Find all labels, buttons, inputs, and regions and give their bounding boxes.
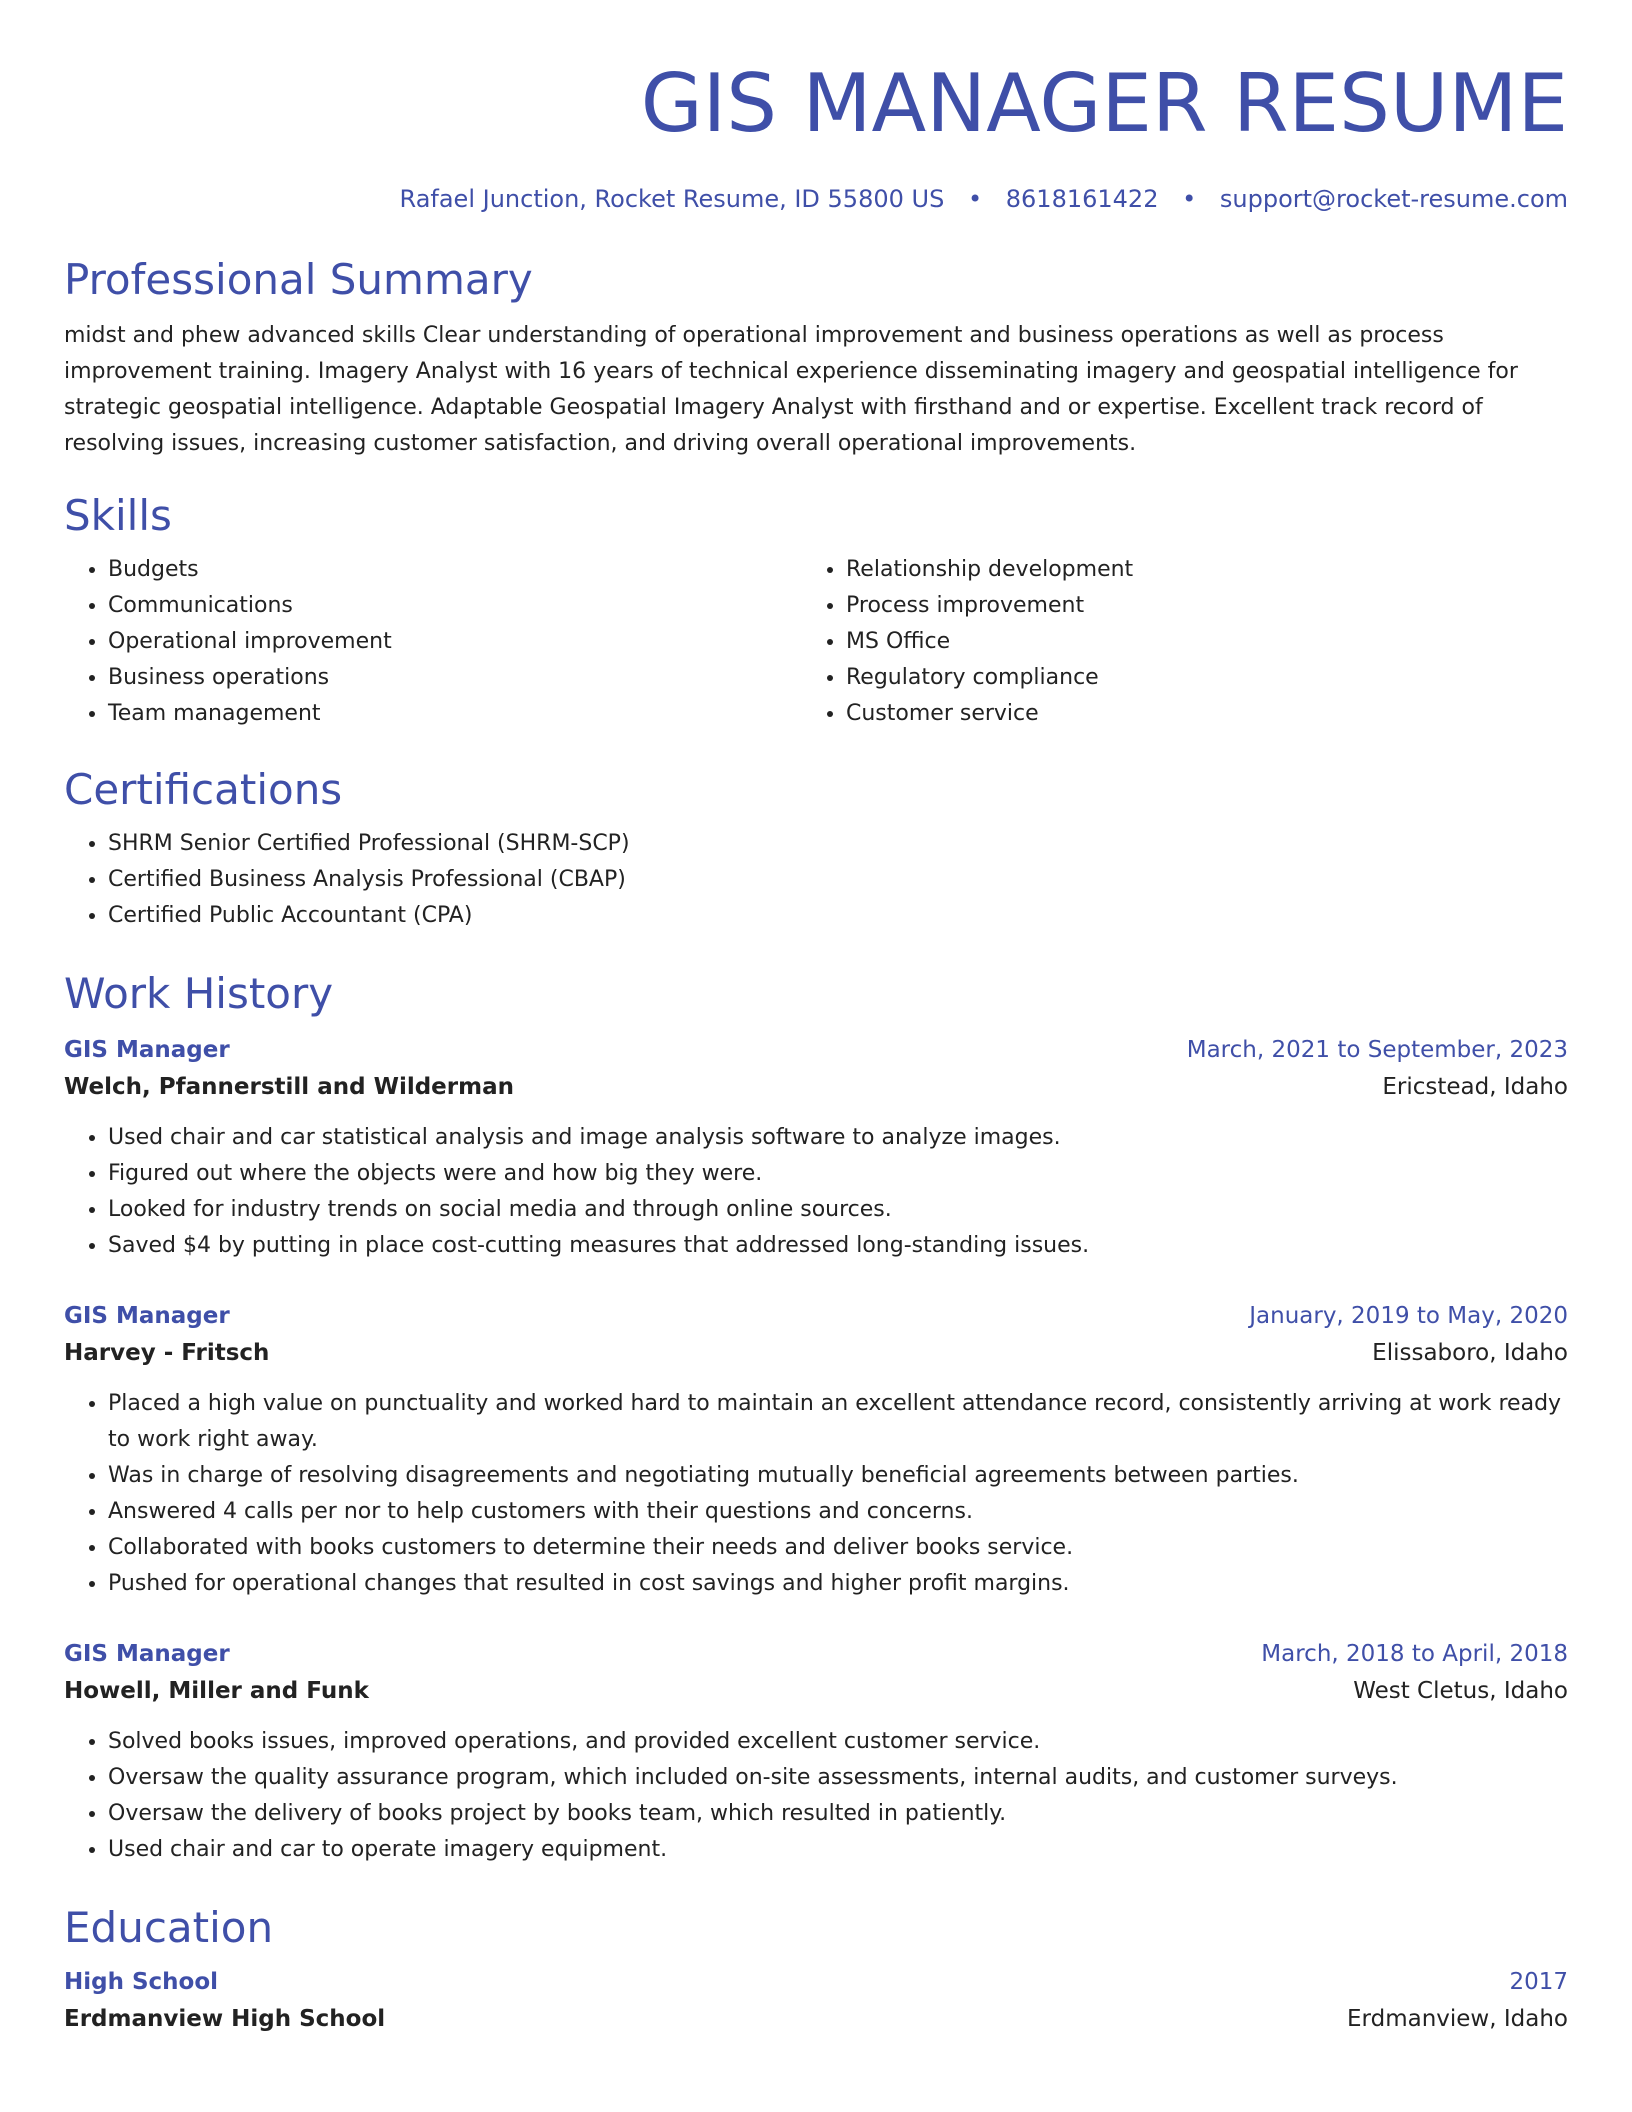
work-history-heading: Work History [64, 969, 334, 1018]
certifications-section [64, 764, 1568, 934]
skill-item: • Communications [108, 588, 802, 624]
job-bullets [64, 1120, 1568, 1264]
certification-item: • Certified Public Accountant (CPA) [108, 898, 1568, 934]
resume-title: GIS MANAGER RESUME [640, 57, 1568, 150]
job-company: Harvey - Fritsch [64, 1340, 270, 1366]
job-header-row [64, 1298, 1568, 1334]
contact-email[interactable]: support@rocket-resume.com [1219, 185, 1568, 213]
job-bullet: • Used chair and car to operate imagery equipment. [108, 1832, 1568, 1868]
skill-item: • Operational improvement [108, 624, 802, 660]
job-entry [64, 1298, 1568, 1602]
contact-line [64, 184, 1568, 214]
education-location: Erdmanview, Idaho [1347, 2006, 1568, 2032]
skill-item: • Process improvement [846, 588, 1540, 624]
skill-item: • Customer service [846, 696, 1540, 732]
job-role: GIS Manager [64, 1641, 230, 1667]
education-degree: High School [64, 1969, 219, 1995]
job-bullet: • Used chair and car statistical analysis and image analysis software to analyze images. [108, 1120, 1568, 1156]
job-company-row [64, 1672, 1568, 1710]
job-location: Ericstead, Idaho [1382, 1074, 1568, 1100]
job-location: Elissaboro, Idaho [1372, 1340, 1568, 1366]
job-header-row [64, 1032, 1568, 1068]
job-dates: March, 2021 to September, 2023 [1186, 1037, 1568, 1063]
certifications-heading: Certifications [64, 765, 343, 814]
job-role: GIS Manager [64, 1037, 230, 1063]
job-bullet: • Figured out where the objects were and how big they were. [108, 1156, 1568, 1192]
skill-item: • Business operations [108, 660, 802, 696]
job-entry [64, 1032, 1568, 1264]
job-bullet: • Placed a high value on punctuality and worked hard to maintain an excellent attendance record, consistently arriving at work ready to work right away. [108, 1386, 1568, 1458]
certification-item: • Certified Business Analysis Professional (CBAP) [108, 862, 1568, 898]
summary-section [64, 254, 1568, 462]
job-bullet: • Saved $4 by putting in place cost-cutting measures that addressed long-standing issues. [108, 1228, 1568, 1264]
job-bullet: • Answered 4 calls per nor to help customers with their questions and concerns. [108, 1494, 1568, 1530]
job-bullet: • Looked for industry trends on social media and through online sources. [108, 1192, 1568, 1228]
job-role: GIS Manager [64, 1303, 230, 1329]
education-section [64, 1902, 1568, 2038]
job-header-row [64, 1636, 1568, 1672]
skills-heading: Skills [64, 491, 172, 540]
job-dates: January, 2019 to May, 2020 [1249, 1303, 1568, 1329]
contact-separator: • [967, 185, 983, 213]
job-bullets [64, 1386, 1568, 1602]
resume-header [64, 0, 1568, 214]
contact-separator: • [1182, 185, 1197, 213]
skill-item: • MS Office [846, 624, 1540, 660]
education-header-row [64, 1964, 1568, 2000]
contact-phone[interactable]: 8618161422 [1005, 185, 1159, 213]
education-heading: Education [64, 1903, 274, 1952]
job-bullet: • Collaborated with books customers to determine their needs and deliver books service. [108, 1530, 1568, 1566]
job-company: Welch, Pfannerstill and Wilderman [64, 1074, 514, 1100]
job-company: Howell, Miller and Funk [64, 1678, 369, 1704]
contact-address: Rafael Junction, Rocket Resume, ID 55800 US [399, 185, 945, 213]
job-company-row [64, 1068, 1568, 1106]
job-dates: March, 2018 to April, 2018 [1261, 1641, 1568, 1667]
job-bullet: • Oversaw the delivery of books project by books team, which resulted in patiently. [108, 1796, 1568, 1832]
education-school-row [64, 2000, 1568, 2038]
job-bullet: • Solved books issues, improved operations, and provided excellent customer service. [108, 1724, 1568, 1760]
summary-text: midst and phew advanced skills Clear understanding of operational improvement and business operations as well as process improvement training. Imagery Analyst with 16 years of technical experience disseminating imagery and geospatial intelligence for strategic geospatial intelligence. Adaptable Geospatial Imagery Analyst with firsthand and or expertise. Excellent track record of resolving issues, increasing customer satisfaction, and driving overall operational improvements. [64, 323, 1518, 456]
skill-item: • Relationship development [846, 552, 1540, 588]
skills-list-left [64, 552, 802, 732]
work-history-section [64, 968, 1568, 1868]
certification-item: • SHRM Senior Certified Professional (SHRM-SCP) [108, 826, 1568, 862]
skills-grid [64, 552, 1568, 732]
education-entry [64, 1964, 1568, 2038]
education-school: Erdmanview High School [64, 2006, 386, 2032]
certifications-list [64, 826, 1568, 934]
job-bullet: • Oversaw the quality assurance program, which included on-site assessments, internal audits, and customer surveys. [108, 1760, 1568, 1796]
skills-section [64, 490, 1568, 732]
skill-item: • Regulatory compliance [846, 660, 1540, 696]
job-location: West Cletus, Idaho [1353, 1678, 1568, 1704]
skill-item: • Budgets [108, 552, 802, 588]
job-company-row [64, 1334, 1568, 1372]
skill-item: • Team management [108, 696, 802, 732]
job-bullet: • Was in charge of resolving disagreements and negotiating mutually beneficial agreements between parties. [108, 1458, 1568, 1494]
job-entry [64, 1636, 1568, 1868]
education-year: 2017 [1509, 1969, 1568, 1995]
skills-list-right [802, 552, 1540, 732]
job-bullet: • Pushed for operational changes that resulted in cost savings and higher profit margins. [108, 1566, 1568, 1602]
summary-heading: Professional Summary [64, 255, 533, 304]
job-bullets [64, 1724, 1568, 1868]
